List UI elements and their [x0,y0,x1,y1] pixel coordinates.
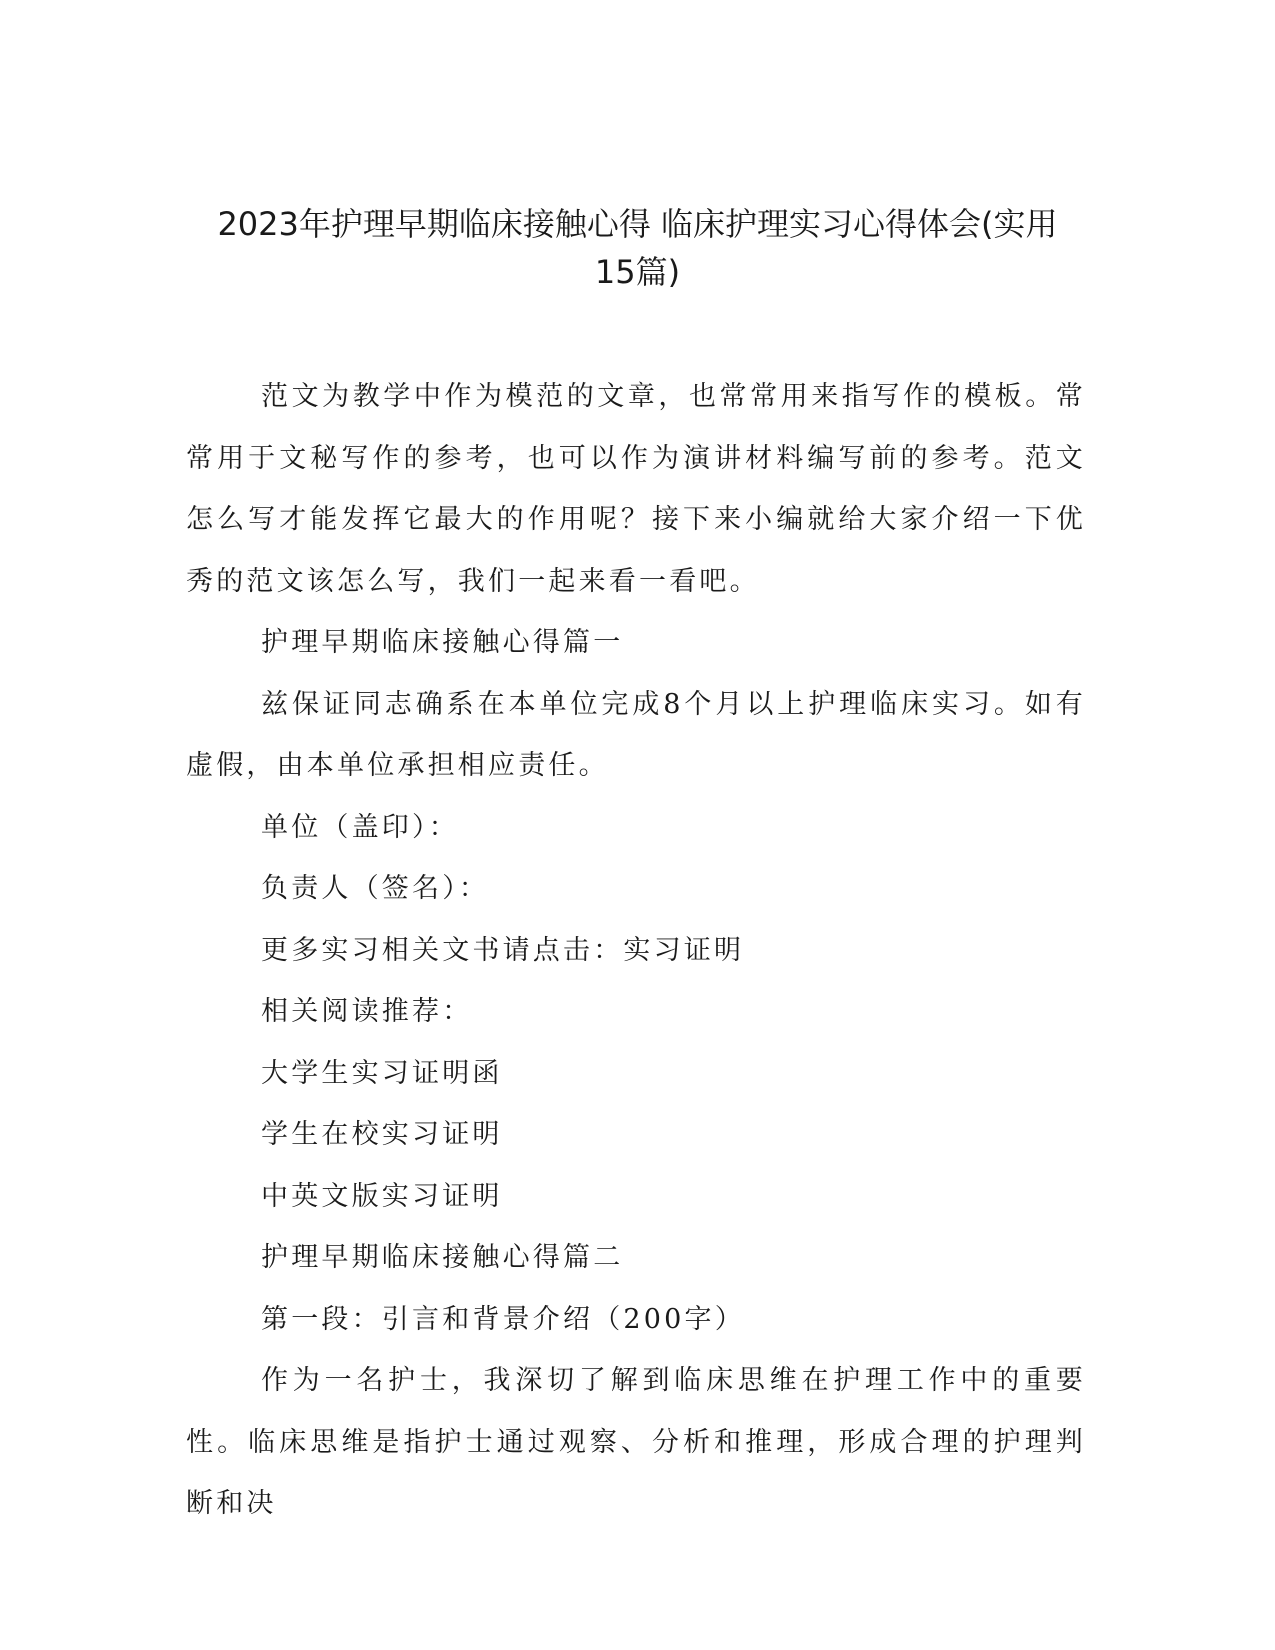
related-item: 学生在校实习证明 [261,1119,503,1150]
section-heading-2: 护理早期临床接触心得篇二 [261,1242,624,1273]
title-line-2: 15篇) [594,253,681,291]
related-item: 中英文版实习证明 [261,1180,503,1212]
paragraph-certification: 兹保证同志确系在本单位完成8个月以上护理临床实习。如有虚假，由本单位承担相应责任。 [186,688,1086,781]
paragraph-unit-stamp: 单位（盖印）： [261,811,459,843]
paragraph-subheading: 第一段：引言和背景介绍（200字） [261,1303,745,1335]
section-heading-1: 护理早期临床接触心得篇一 [261,627,624,658]
paragraph-intro: 范文为教学中作为模范的文章，也常常用来指写作的模板。常常用于文秘写作的参考，也可以作为演讲材料编写前的参考。范文怎么写才能发挥它最大的作用呢？接下来小编就给大家介绍一下优秀的范文该怎么写，我们一起来看一看吧。 [186,381,1086,597]
related-item: 大学生实习证明函 [261,1057,503,1089]
paragraph-clinical-thinking: 作为一名护士，我深切了解到临床思维在护理工作中的重要性。临床思维是指护士通过观察、分析和推理，形成合理的护理判断和决 [186,1365,1086,1519]
document-body [186,366,1086,1535]
paragraph-more-documents: 更多实习相关文书请点击：实习证明 [261,934,745,966]
paragraph-related-reading: 相关阅读推荐： [261,996,473,1027]
paragraph-signature: 负责人（签名）： [261,873,490,904]
document-title [150,200,1125,296]
title-line-1: 2023年护理早期临床接触心得 临床护理实习心得体会(实用 [217,205,1058,243]
